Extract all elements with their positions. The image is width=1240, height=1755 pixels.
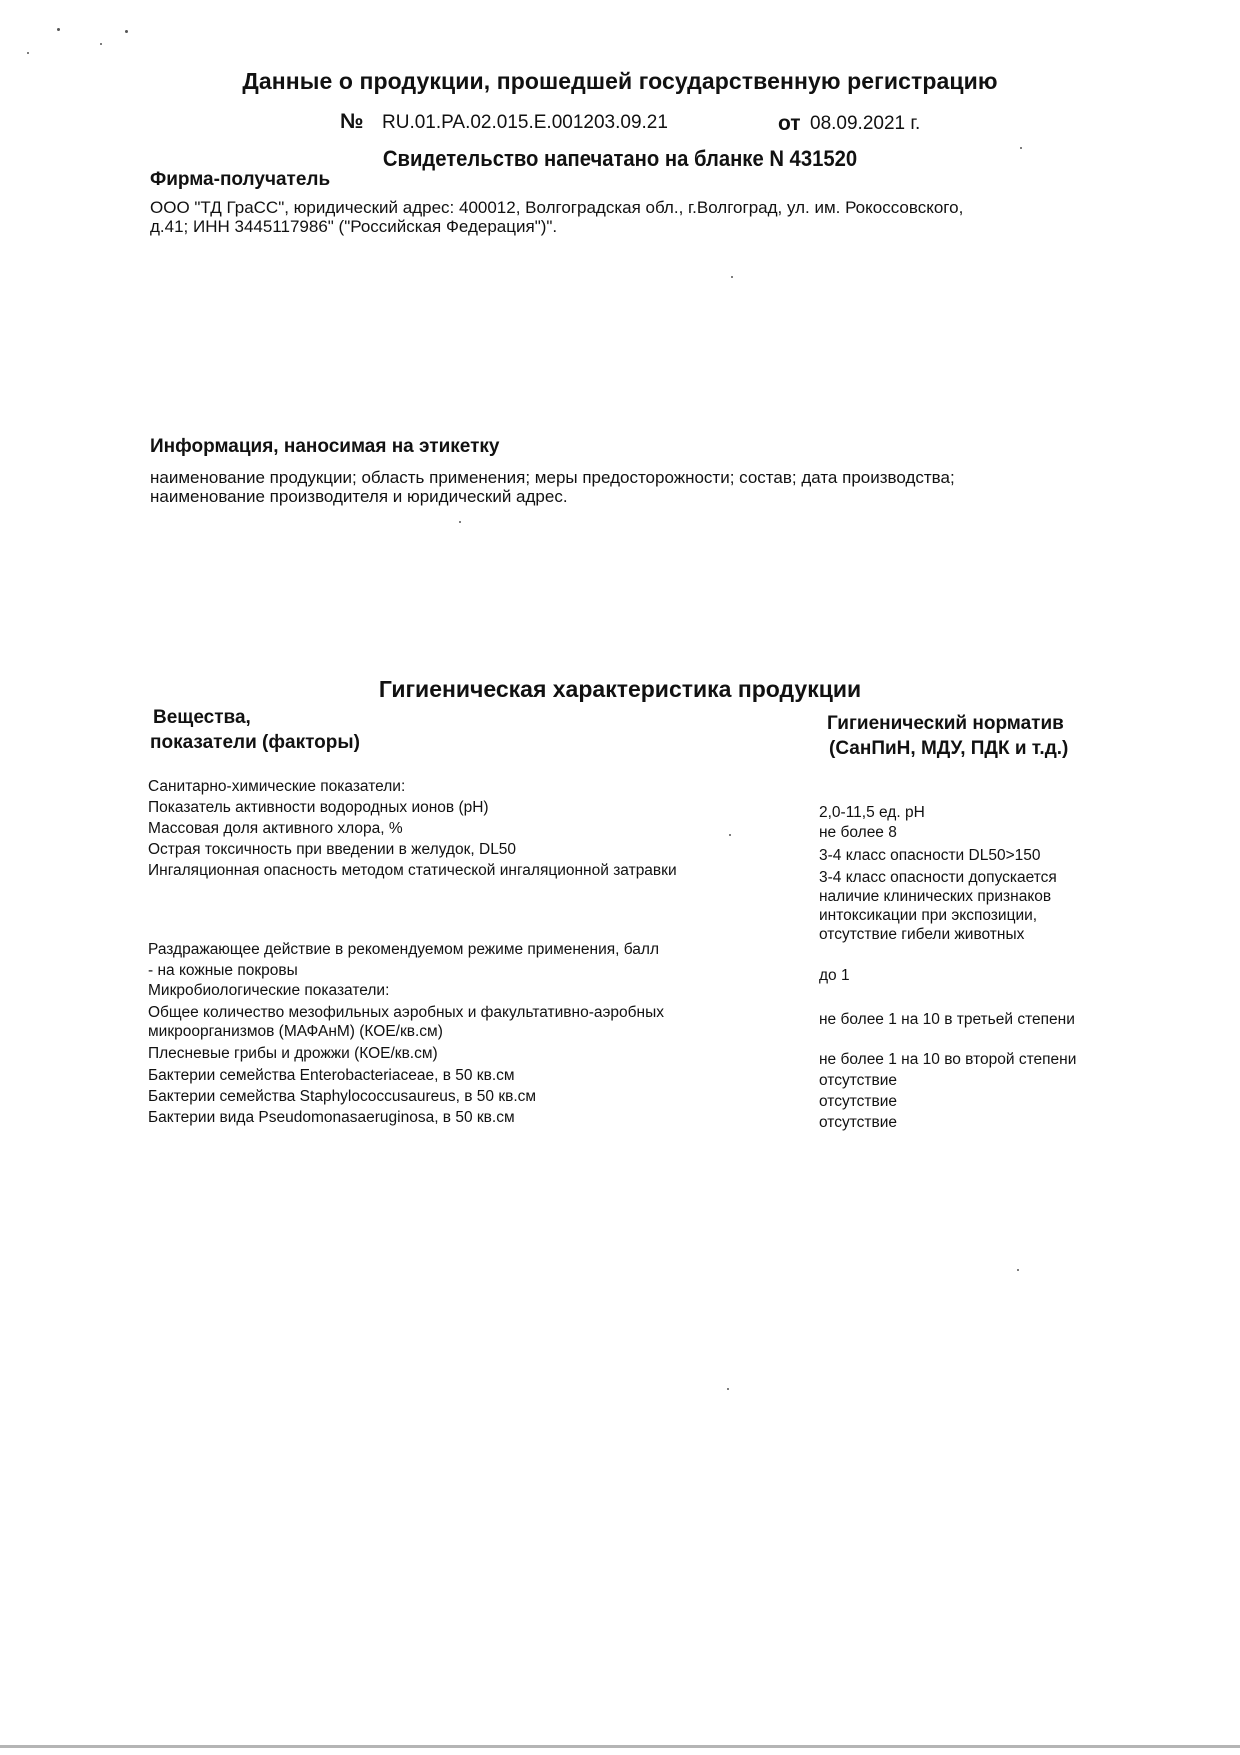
- label-info-line-2: наименование производителя и юридический адрес.: [150, 487, 568, 506]
- number-mark: №: [340, 110, 364, 133]
- norm-row: 3-4 класс опасности DL50>150: [819, 847, 1041, 864]
- registration-date: 08.09.2021 г.: [810, 113, 921, 134]
- indicator-row: - на кожные покровы: [148, 962, 298, 979]
- norm-row: наличие клинических признаков: [819, 888, 1052, 905]
- indicators-header: [150, 705, 360, 755]
- norm-row: 2,0-11,5 ед. pH: [819, 804, 925, 821]
- norm-row: 3-4 класс опасности допускается: [819, 869, 1057, 886]
- scan-speck: [125, 30, 128, 33]
- norm-row: интоксикации при экспозиции,: [819, 907, 1038, 924]
- indicator-row: Санитарно-химические показатели:: [148, 778, 406, 795]
- scan-speck: [1017, 1269, 1019, 1271]
- scan-speck: [727, 1388, 729, 1390]
- indicator-row: Показатель активности водородных ионов (pH): [148, 799, 489, 816]
- date-mark: от: [778, 112, 801, 135]
- indicators-header-line-2: показатели (факторы): [150, 732, 360, 753]
- norm-row: не более 1 на 10 в третьей степени: [819, 1011, 1075, 1028]
- recipient-line-1: ООО "ТД ГраСС", юридический адрес: 400012, Волгоградская обл., г.Волгоград, ул. им. Рокоссовского,: [150, 198, 964, 217]
- registration-number: RU.01.PA.02.015.E.001203.09.21: [382, 112, 668, 133]
- norm-row: отсутствие: [819, 1072, 897, 1089]
- indicators-header-line-1: Вещества,: [153, 707, 251, 728]
- indicator-row: Ингаляционная опасность методом статической ингаляционной затравки: [148, 862, 677, 879]
- indicator-row: микроорганизмов (МАФАнМ) (КОЕ/кв.см): [148, 1023, 443, 1040]
- indicator-row: Бактерии вида Pseudomonasaeruginosa, в 50 кв.см: [148, 1109, 515, 1126]
- norm-row: отсутствие: [819, 1114, 897, 1131]
- label-info-heading: Информация, наносимая на этикетку: [150, 436, 500, 457]
- indicator-row: Массовая доля активного хлора, %: [148, 820, 403, 837]
- indicator-row: Бактерии семейства Enterobacteriaceae, в 50 кв.см: [148, 1067, 515, 1084]
- indicator-row: Микробиологические показатели:: [148, 982, 390, 999]
- scan-bottom-edge: [0, 1745, 1240, 1748]
- hygiene-title: Гигиеническая характеристика продукции: [378, 676, 862, 702]
- recipient-heading: Фирма-получатель: [150, 169, 331, 190]
- norm-row: до 1: [819, 967, 850, 984]
- indicator-row: Бактерии семейства Staphylococcusaureus, в 50 кв.см: [148, 1088, 537, 1105]
- norms-header: [827, 711, 1068, 761]
- norms-header-line-2: (СанПиН, МДУ, ПДК и т.д.): [829, 738, 1069, 759]
- norms-header-line-1: Гигиенический норматив: [827, 713, 1064, 734]
- scan-speck: [57, 28, 60, 31]
- blank-notice: Свидетельство напечатано на бланке N 431520: [382, 146, 858, 171]
- norm-row: не более 8: [819, 824, 897, 841]
- label-info-line-1: наименование продукции; область применения; меры предосторожности; состав; дата производства;: [150, 468, 955, 487]
- scan-speck: [729, 834, 731, 836]
- scan-speck: [100, 43, 102, 45]
- document-title: Данные о продукции, прошедшей государственную регистрацию: [242, 68, 998, 94]
- scan-speck: [27, 52, 29, 54]
- recipient-line-2: д.41; ИНН 3445117986" ("Российская Федерация")".: [150, 217, 558, 236]
- indicator-row: Острая токсичность при введении в желудок, DL50: [148, 841, 517, 858]
- scan-speck: [459, 521, 461, 523]
- scan-speck: [731, 276, 733, 278]
- norm-row: отсутствие гибели животных: [819, 926, 1025, 943]
- indicator-row: Плесневые грибы и дрожжи (КОЕ/кв.см): [148, 1045, 438, 1062]
- indicator-row: Общее количество мезофильных аэробных и факультативно-аэробных: [148, 1004, 664, 1021]
- indicator-row: Раздражающее действие в рекомендуемом режиме применения, балл: [148, 941, 659, 958]
- norm-row: не более 1 на 10 во второй степени: [819, 1051, 1077, 1068]
- norm-row: отсутствие: [819, 1093, 897, 1110]
